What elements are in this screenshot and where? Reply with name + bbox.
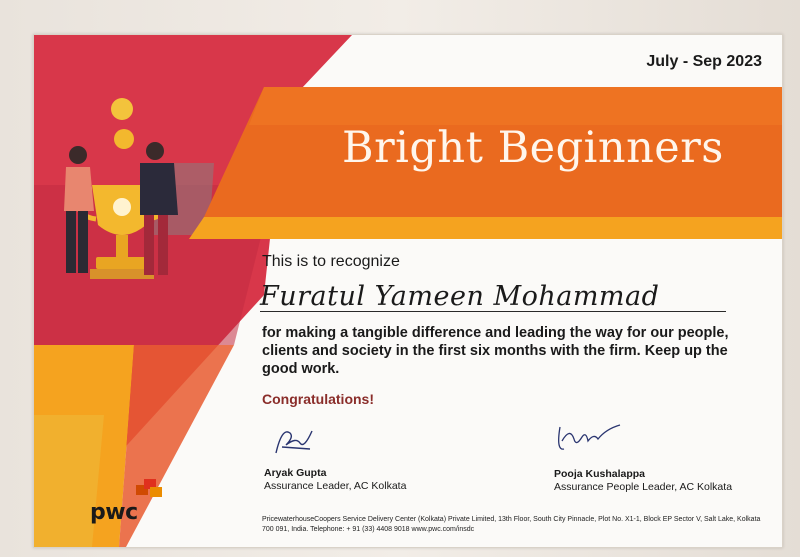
amber-stripe [189,217,782,239]
signature-icon [272,423,316,459]
coin-icon [111,98,133,120]
signatory-1-name: Aryak Gupta [264,467,327,479]
signatory-2-role: Assurance People Leader, AC Kolkata [554,481,733,493]
signatory-1-role: Assurance Leader, AC Kolkata [264,480,407,492]
banner-highlight [249,87,782,125]
coin-icon [114,129,134,149]
signature-icon [554,421,624,457]
pwc-logo-blocks [136,475,166,501]
recognize-text: This is to recognize [262,253,400,270]
pwc-logo-icon [90,475,170,525]
signatory-2-name: Pooja Kushalappa [554,468,646,480]
pwc-logo-text: pwc [90,500,138,525]
recipient-name: Furatul Yameen Mohammad [260,281,660,312]
congratulations-text: Congratulations! [262,391,374,407]
signatory-1 [264,467,406,492]
signatory-2 [554,468,732,493]
certificate [33,34,783,548]
period-label: July - Sep 2023 [646,53,762,70]
recognition-message: for making a tangible difference and leading the way for our people, clients and society in the first six months with the firm. Keep up the good work. [262,325,729,377]
company-address-footer: PricewaterhouseCoopers Service Delivery Center (Kolkata) Private Limited, 13th Floor, South City Pinnacle, Plot No. X1-1, Block EP Sector V, Salt Lake, Kolkata 700 091, India. Telephone: + 91 (33) 4408 9018 www.pwc.com/insdc [262,516,761,533]
recipient-underline [260,311,726,312]
certificate-title: Bright Beginners [342,123,724,173]
